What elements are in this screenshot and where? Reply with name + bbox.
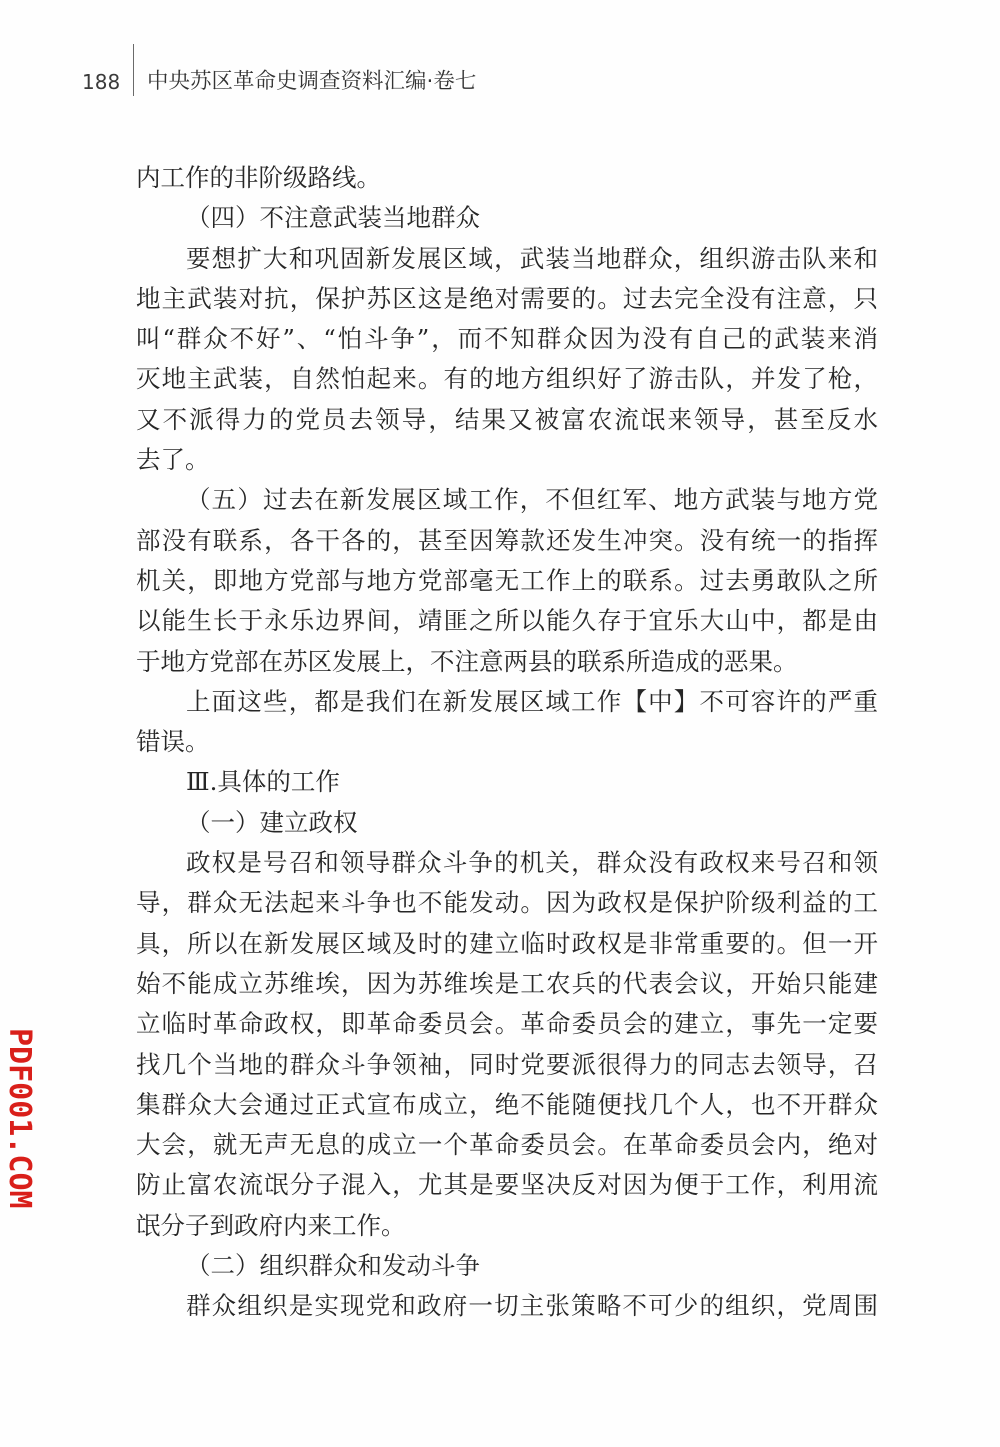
paragraph: [136, 682, 878, 763]
text-line: 机关，即地方党部与地方党部毫无工作上的联系。过去勇敢队之所: [136, 565, 878, 595]
text-line: 氓分子到政府内来工作。: [136, 1210, 406, 1240]
subsection-heading: [136, 1246, 878, 1286]
text-line: 部没有联系，各干各的，甚至因筹款还发生冲突。没有统一的指挥: [136, 525, 878, 555]
section-heading: [136, 762, 878, 802]
text-line: 又不派得力的党员去领导，结果又被富农流氓来领导，甚至反水: [136, 404, 878, 434]
section-heading: [136, 198, 878, 238]
text-line: 灭地主武装，自然怕起来。有的地方组织好了游击队，并发了枪，: [136, 364, 878, 394]
text-line: （五）过去在新发展区域工作，不但红军、地方武装与地方党: [186, 485, 878, 515]
text-line: 找几个当地的群众斗争领袖，同时党要派很得力的同志去领导，召: [136, 1049, 878, 1079]
heading-line: （二）组织群众和发动斗争: [186, 1251, 480, 1281]
text-line: 立临时革命政权，即革命委员会。革命委员会的建立，事先一定要: [136, 1009, 878, 1039]
text-line: 导，群众无法起来斗争也不能发动。因为政权是保护阶级利益的工: [136, 888, 878, 918]
text-line: 内工作的非阶级路线。: [136, 163, 381, 192]
text-line: 去了。: [136, 445, 210, 475]
text-line: 上面这些，都是我们在新发展区域工作【中】不可容许的严重: [186, 686, 878, 716]
text-line: 政权是号召和领导群众斗争的机关，群众没有政权来号召和领: [186, 848, 878, 878]
paragraph: [136, 843, 878, 1246]
text-line: 要想扩大和巩固新发展区域，武装当地群众，组织游击队来和: [186, 243, 878, 273]
text-line: 以能生长于永乐边界间，靖匪之所以能久存于宜乐大山中，都是由: [136, 606, 878, 636]
heading-line: （四）不注意武装当地群众: [186, 203, 480, 233]
body-text: [136, 158, 878, 1327]
text-line: 叫“群众不好”、“怕斗争”，而不知群众因为没有自己的武装来消: [136, 324, 878, 354]
text-line: 防止富农流氓分子混入，尤其是要坚决反对因为便于工作，利用流: [136, 1170, 878, 1200]
text-line: 大会，就无声无息的成立一个革命委员会。在革命委员会内，绝对: [136, 1130, 878, 1160]
text-line: 具，所以在新发展区域及时的建立临时政权是非常重要的。但一开: [136, 928, 878, 958]
header-divider: [133, 44, 134, 96]
text-line: 错误。: [136, 727, 210, 757]
subsection-heading: [136, 803, 878, 843]
watermark: PDF001.COM: [2, 1028, 37, 1209]
paragraph-continuation: [136, 158, 878, 198]
running-header-title: 中央苏区革命史调查资料汇编·卷七: [147, 69, 477, 94]
heading-line: （一）建立政权: [186, 807, 358, 837]
paragraph: [136, 480, 878, 681]
text-line: 始不能成立苏维埃，因为苏维埃是工农兵的代表会议，开始只能建: [136, 968, 878, 998]
text-line: 于地方党部在苏区发展上，不注意两县的联系所造成的恶果。: [136, 646, 798, 676]
text-line: 地主武装对抗，保护苏区这是绝对需要的。过去完全没有注意，只: [136, 283, 878, 313]
paragraph: [136, 239, 878, 481]
paragraph: [136, 1286, 878, 1326]
text-line: 集群众大会通过正式宣布成立，绝不能随便找几个人，也不开群众: [136, 1089, 878, 1119]
text-line: 群众组织是实现党和政府一切主张策略不可少的组织，党周围: [186, 1291, 878, 1321]
page-number: 188: [82, 70, 121, 94]
heading-line: Ⅲ.具体的工作: [186, 767, 340, 797]
